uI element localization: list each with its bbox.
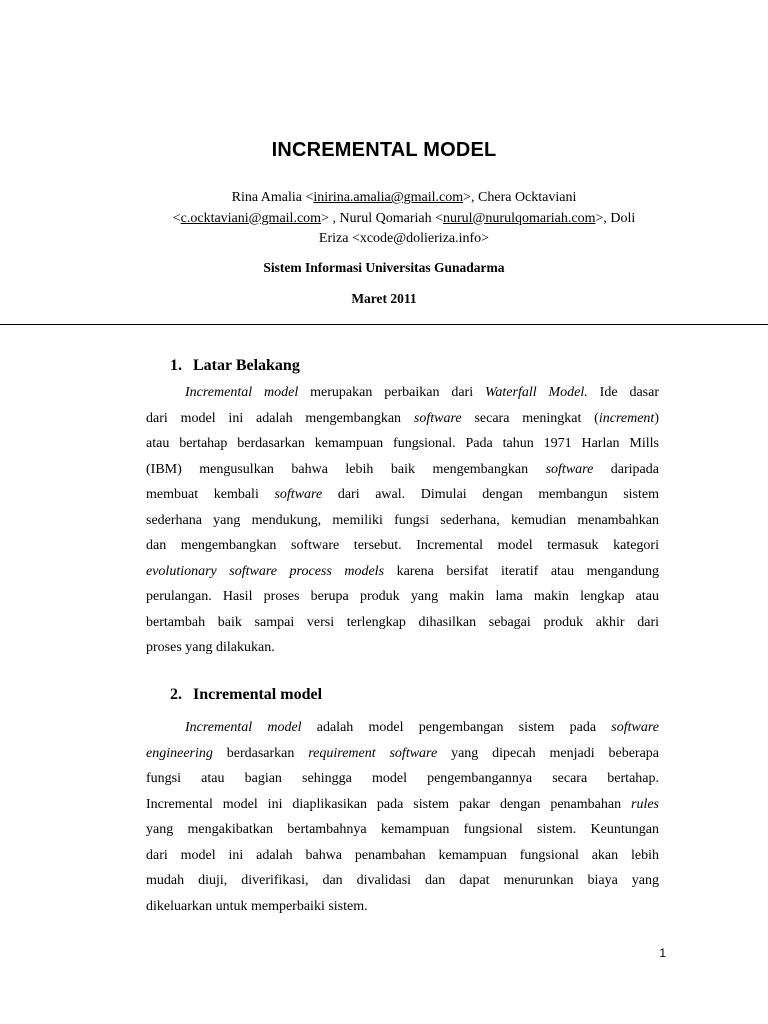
paragraph-line: dan mengembangkan software tersebut. Incremental model termasuk kategori: [146, 538, 659, 553]
paragraph-line: yang mengakibatkan bertambahnya kemampuan fungsional sistem. Keuntungan: [146, 822, 659, 837]
document-title: INCREMENTAL MODEL: [271, 139, 497, 161]
paragraph-line: Incremental model ini diaplikasikan pada sistem pakar dengan penambahan rules: [146, 796, 659, 812]
email-link-chera[interactable]: c.ocktaviani@gmail.com: [180, 210, 322, 226]
paragraph-line: dari model ini adalah bahwa penambahan kemampuan fungsional akan lebih: [146, 847, 659, 863]
paragraph-line: bertambah baik sampai versi terlengkap dihasilkan sebagai produk akhir dari: [146, 614, 659, 630]
authors-text: >, Chera Ocktaviani: [463, 190, 577, 205]
section-heading-latar-belakang: [170, 357, 300, 375]
paragraph-line: engineering berdasarkan requirement software yang dipecah menjadi beberapa: [146, 745, 659, 761]
paragraph-line: mudah diuji, diverifikasi, dan divalidasi dan dapat menurunkan biaya yang: [146, 873, 659, 888]
publication-date: Maret 2011: [351, 291, 417, 306]
section-number: 1.: [170, 357, 182, 374]
paragraph-line: Incremental model merupakan perbaikan dari Waterfall Model. Ide dasar: [185, 385, 659, 400]
authors-text: >, Doli: [595, 210, 636, 226]
email-link-rina[interactable]: inirina.amalia@gmail.com: [313, 190, 464, 205]
author-list: [146, 188, 662, 250]
section-title: Latar Belakang: [193, 357, 300, 374]
authors-text: <: [172, 210, 181, 226]
section-title: Incremental model: [193, 686, 323, 703]
authors-text: > , Nurul Qomariah <: [321, 210, 443, 226]
section-heading-incremental-model: [170, 686, 322, 704]
section-number: 2.: [170, 686, 182, 703]
paragraph-line: sederhana yang mendukung, memiliki fungsi sederhana, kemudian menambahkan: [146, 512, 659, 528]
header-divider: [0, 324, 768, 325]
paragraph-latar-belakang: [146, 380, 659, 661]
paragraph-line: Incremental model adalah model pengembangan sistem pada software: [185, 720, 659, 735]
paragraph-incremental-model: [146, 715, 659, 919]
authors-text: Eriza <xcode@dolieriza.info>: [318, 231, 490, 246]
paragraph-line: proses yang dilakukan.: [146, 640, 275, 655]
email-link-nurul[interactable]: nurul@nurulqomariah.com: [442, 210, 596, 226]
affiliation: Sistem Informasi Universitas Gunadarma: [263, 260, 505, 275]
paragraph-line: (IBM) mengusulkan bahwa lebih baik mengembangkan software daripada: [146, 461, 659, 477]
authors-text: Rina Amalia <: [231, 190, 314, 205]
paragraph-line: dari model ini adalah mengembangkan software secara meningkat (increment): [146, 410, 659, 426]
paragraph-line: dikeluarkan untuk memperbaiki sistem.: [146, 898, 368, 914]
paragraph-line: evolutionary software process models karena bersifat iteratif atau mengandung: [146, 563, 659, 579]
paragraph-line: membuat kembali software dari awal. Dimulai dengan membangun sistem: [146, 487, 659, 502]
paragraph-line: perulangan. Hasil proses berupa produk yang makin lama makin lengkap atau: [146, 589, 659, 604]
page-number: 1: [659, 946, 666, 960]
paragraph-line: atau bertahap berdasarkan kemampuan fungsional. Pada tahun 1971 Harlan Mills: [146, 436, 659, 451]
paragraph-line: fungsi atau bagian sehingga model pengembangannya secara bertahap.: [146, 771, 659, 786]
